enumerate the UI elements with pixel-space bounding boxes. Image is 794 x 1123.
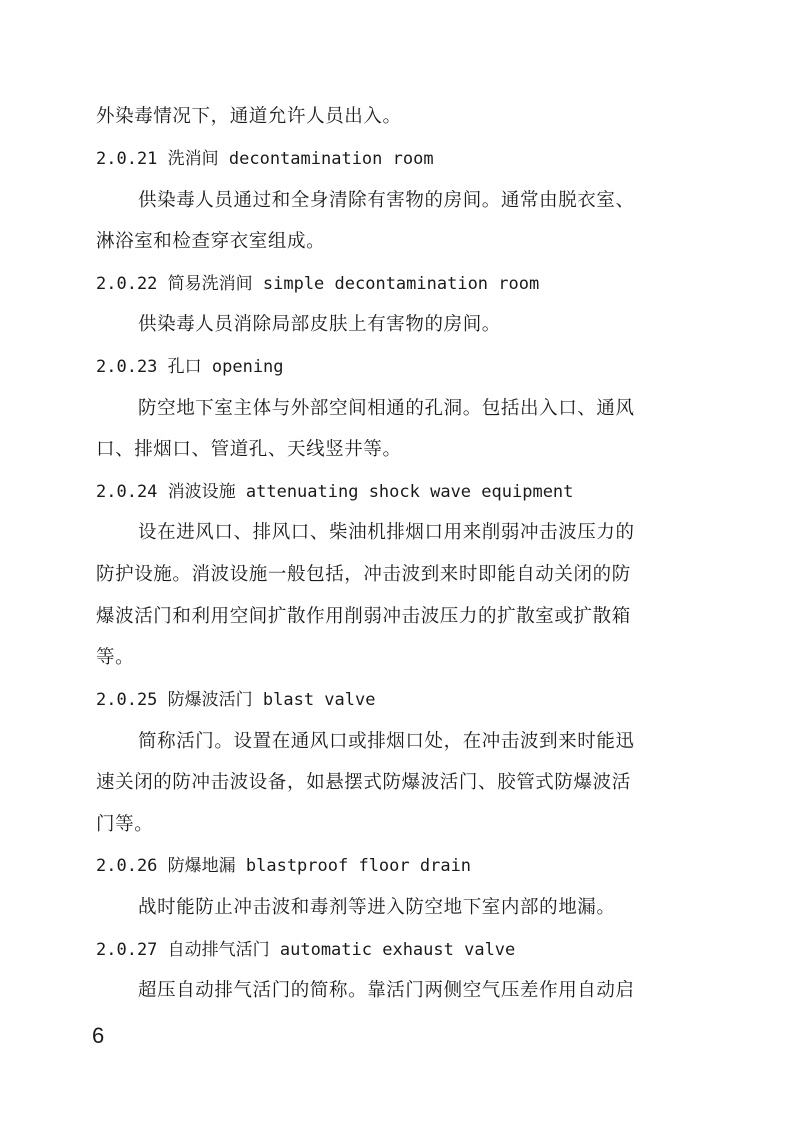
term-heading-2-0-26: 2.0.26 防爆地漏 blastproof floor drain xyxy=(96,856,472,876)
definition-line: 简称活门。设置在通风口或排烟口处，在冲击波到来时能迅 xyxy=(138,731,635,752)
definition-line: 防空地下室主体与外部空间相通的孔洞。包括出入口、通风 xyxy=(138,398,635,419)
definition-line: 供染毒人员消除局部皮肤上有害物的房间。 xyxy=(138,314,501,335)
definition-line: 战时能防止冲击波和毒剂等进入防空地下室内部的地漏。 xyxy=(138,897,616,918)
definition-line: 超压自动排气活门的简称。靠活门两侧空气压差作用自动启 xyxy=(138,980,635,1001)
definition-line: 口、排烟口、管道孔、天线竖井等。 xyxy=(96,439,402,460)
definition-line: 爆波活门和利用空间扩散作用削弱冲击波压力的扩散室或扩散箱 xyxy=(96,606,631,627)
term-heading-2-0-23: 2.0.23 孔口 opening xyxy=(96,357,284,377)
term-heading-2-0-25: 2.0.25 防爆波活门 blast valve xyxy=(96,690,376,710)
term-heading-2-0-22: 2.0.22 简易洗消间 simple decontamination room xyxy=(96,274,540,294)
page-number: 6 xyxy=(92,1023,105,1048)
term-heading-2-0-27: 2.0.27 自动排气活门 automatic exhaust valve xyxy=(96,940,516,960)
definition-line: 供染毒人员通过和全身清除有害物的房间。通常由脱衣室、 xyxy=(138,190,635,211)
definition-line: 防护设施。消波设施一般包括，冲击波到来时即能自动关闭的防 xyxy=(96,564,631,585)
term-heading-2-0-24: 2.0.24 消波设施 attenuating shock wave equipment xyxy=(96,482,574,502)
definition-line: 淋浴室和检查穿衣室组成。 xyxy=(96,231,326,252)
paragraph-line: 外染毒情况下，通道允许人员出入。 xyxy=(96,106,402,127)
definition-line: 设在进风口、排风口、柴油机排烟口用来削弱冲击波压力的 xyxy=(138,522,635,543)
definition-line: 等。 xyxy=(96,647,135,668)
definition-line: 门等。 xyxy=(96,814,154,835)
term-heading-2-0-21: 2.0.21 洗消间 decontamination room xyxy=(96,149,434,169)
definition-line: 速关闭的防冲击波设备，如悬摆式防爆波活门、胶管式防爆波活 xyxy=(96,772,631,793)
